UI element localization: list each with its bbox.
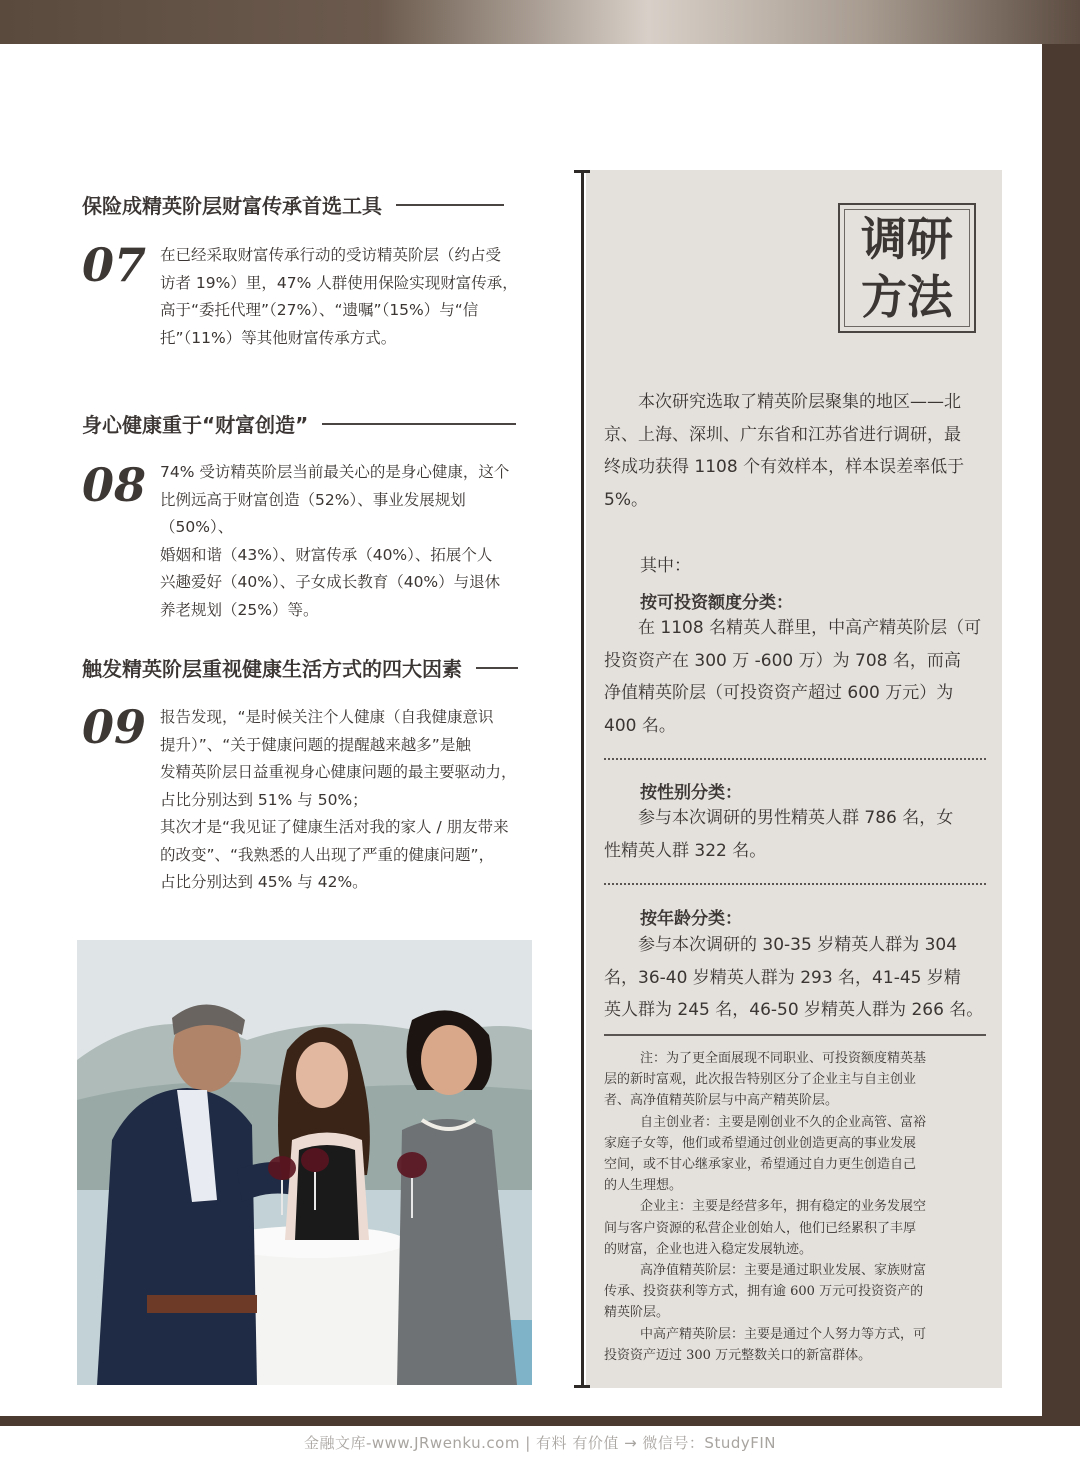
group-line: 投资资产在 300 万 -600 万）为 708 名，而高 xyxy=(604,650,961,671)
paragraph-line: 在已经采取财富传承行动的受访精英阶层（约占受 xyxy=(160,246,502,264)
group-line: 400 名。 xyxy=(604,715,676,736)
group-line: 在 1108 名精英人群里，中高产精英阶层（可 xyxy=(638,618,982,638)
title-rule xyxy=(476,667,518,669)
note-line: 注：为了更全面展现不同职业、可投资额度精英基 xyxy=(640,1051,927,1066)
paragraph-line: 的改变”、“我熟悉的人出现了严重的健康问题”， xyxy=(160,845,495,864)
group-line: 名，36-40 岁精英人群为 293 名，41-45 岁精 xyxy=(604,967,961,988)
note-line: 的人生理想。 xyxy=(604,1178,683,1194)
paragraph-line: 婚姻和谐（43%）、财富传承（40%）、拓展个人 xyxy=(160,545,493,564)
intro-line: 终成功获得 1108 个有效样本，样本误差率低于 xyxy=(604,457,965,477)
method-title-box xyxy=(838,203,976,333)
group-line: 参与本次调研的男性精英人群 786 名，女 xyxy=(638,808,954,828)
intro-line: 本次研究选取了精英阶层聚集的地区——北 xyxy=(638,392,961,412)
note-line: 空间，或不甘心继承家业，希望通过自力更生创造自己 xyxy=(604,1157,917,1173)
section-title-text: 保险成精英阶层财富传承首选工具 xyxy=(82,194,382,218)
note-line: 的财富，企业也进入稳定发展轨迹。 xyxy=(604,1241,813,1257)
note-line: 传承、投资获利等方式，拥有逾 600 万元可投资资产的 xyxy=(604,1284,924,1300)
note-line: 家庭子女等，他们或希望通过创业创造更高的事业发展 xyxy=(604,1135,917,1151)
vertical-rule xyxy=(581,170,584,1388)
method-title-line: 方法 xyxy=(861,270,953,324)
paragraph-line: 养老规划（25%）等。 xyxy=(160,600,319,619)
dotted-divider xyxy=(604,758,986,760)
section-paragraph-09 xyxy=(160,704,538,897)
title-rule xyxy=(396,204,504,206)
intro-line: 京、上海、深圳、广东省和江苏省进行调研，最 xyxy=(604,424,961,445)
group-text-investment xyxy=(604,612,988,742)
note-line: 企业主：主要是经营多年，拥有稳定的业务发展空 xyxy=(640,1199,927,1215)
paragraph-line: 访者 19%）里，47% 人群使用保险实现财富传承， xyxy=(160,273,518,292)
paragraph-line: 占比分别达到 45% 与 42%。 xyxy=(160,873,368,891)
section-title-09 xyxy=(82,653,518,682)
method-title-line: 调研 xyxy=(861,212,953,266)
note-line: 层的新时富观，此次报告特别区分了企业主与自主创业 xyxy=(604,1072,917,1088)
title-rule xyxy=(322,423,516,425)
section-paragraph-07 xyxy=(160,242,538,352)
photo-illustration xyxy=(77,940,532,1385)
group-heading-investment: 按可投资额度分类： xyxy=(640,593,793,613)
method-notes xyxy=(604,1048,988,1366)
solid-divider xyxy=(604,1034,986,1036)
note-line: 中高产精英阶层：主要是通过个人努力等方式，可 xyxy=(640,1326,927,1342)
vertical-rule-bottom-tick xyxy=(574,1385,590,1388)
section-title-08 xyxy=(82,409,516,438)
note-line: 间与客户资源的私营企业创始人，他们已经累积了丰厚 xyxy=(604,1220,917,1236)
paragraph-line: 发精英阶层日益重视身心健康问题的最主要驱动力， xyxy=(160,763,517,781)
paragraph-line: 托”（11%）等其他财富传承方式。 xyxy=(160,328,397,347)
footer-strip xyxy=(0,1416,1080,1426)
paragraph-line: 兴趣爱好（40%）、子女成长教育（40%）与退休 xyxy=(160,573,501,591)
paragraph-line: 74% 受访精英阶层当前最关心的是身心健康，这个 xyxy=(160,463,510,481)
wine-tasting-photo xyxy=(77,940,532,1385)
method-intro xyxy=(604,386,988,516)
paragraph-line: 比例远高于财富创造（52%）、事业发展规划（50%）、 xyxy=(160,490,466,536)
note-line: 高净值精英阶层：主要是通过职业发展、家族财富 xyxy=(640,1263,927,1279)
note-line: 自主创业者：主要是刚创业不久的企业高管、富裕 xyxy=(640,1114,927,1130)
top-decorative-band xyxy=(0,0,1080,44)
paragraph-line: 其次才是“我见证了健康生活对我的家人 / 朋友带来 xyxy=(160,818,509,836)
note-line: 精英阶层。 xyxy=(604,1305,670,1321)
section-number-09: 09 xyxy=(82,700,147,754)
section-paragraph-08 xyxy=(160,459,538,624)
note-line: 者、高净值精英阶层与中高产精英阶层。 xyxy=(604,1093,839,1109)
intro-line: 5%。 xyxy=(604,489,648,510)
group-text-gender xyxy=(604,802,988,867)
paragraph-line: 占比分别达到 51% 与 50%； xyxy=(160,790,368,809)
paragraph-line: 提升）”、“关于健康问题的提醒越来越多”是触 xyxy=(160,735,471,754)
group-line: 净值精英阶层（可投资资产超过 600 万元）为 xyxy=(604,683,954,703)
group-heading-gender: 按性别分类： xyxy=(640,783,742,803)
group-heading-age: 按年龄分类： xyxy=(640,909,742,929)
group-line: 英人群为 245 名，46-50 岁精英人群为 266 名。 xyxy=(604,1000,984,1020)
group-line: 性精英人群 322 名。 xyxy=(604,840,767,861)
section-title-07 xyxy=(82,190,504,219)
dotted-divider xyxy=(604,883,986,885)
group-text-age xyxy=(604,929,988,1027)
among-label: 其中： xyxy=(640,556,691,576)
section-title-text: 身心健康重于“财富创造” xyxy=(82,413,309,437)
paragraph-line: 报告发现，“是时候关注个人健康（自我健康意识 xyxy=(160,708,494,726)
group-line: 参与本次调研的 30-35 岁精英人群为 304 xyxy=(638,935,958,955)
section-number-08: 08 xyxy=(82,458,147,512)
paragraph-line: 高于“委托代理”（27%）、“遗嘱”（15%）与“信 xyxy=(160,301,479,319)
footer-watermark: 金融文库-www.JRwenku.com | 有料 有价值 → 微信号：StudyFIN xyxy=(303,1434,777,1452)
vertical-rule-top-tick xyxy=(574,170,590,173)
note-line: 投资资产迈过 300 万元整数关口的新富群体。 xyxy=(604,1347,872,1363)
section-number-07: 07 xyxy=(82,238,147,292)
section-title-text: 触发精英阶层重视健康生活方式的四大因素 xyxy=(82,657,462,681)
